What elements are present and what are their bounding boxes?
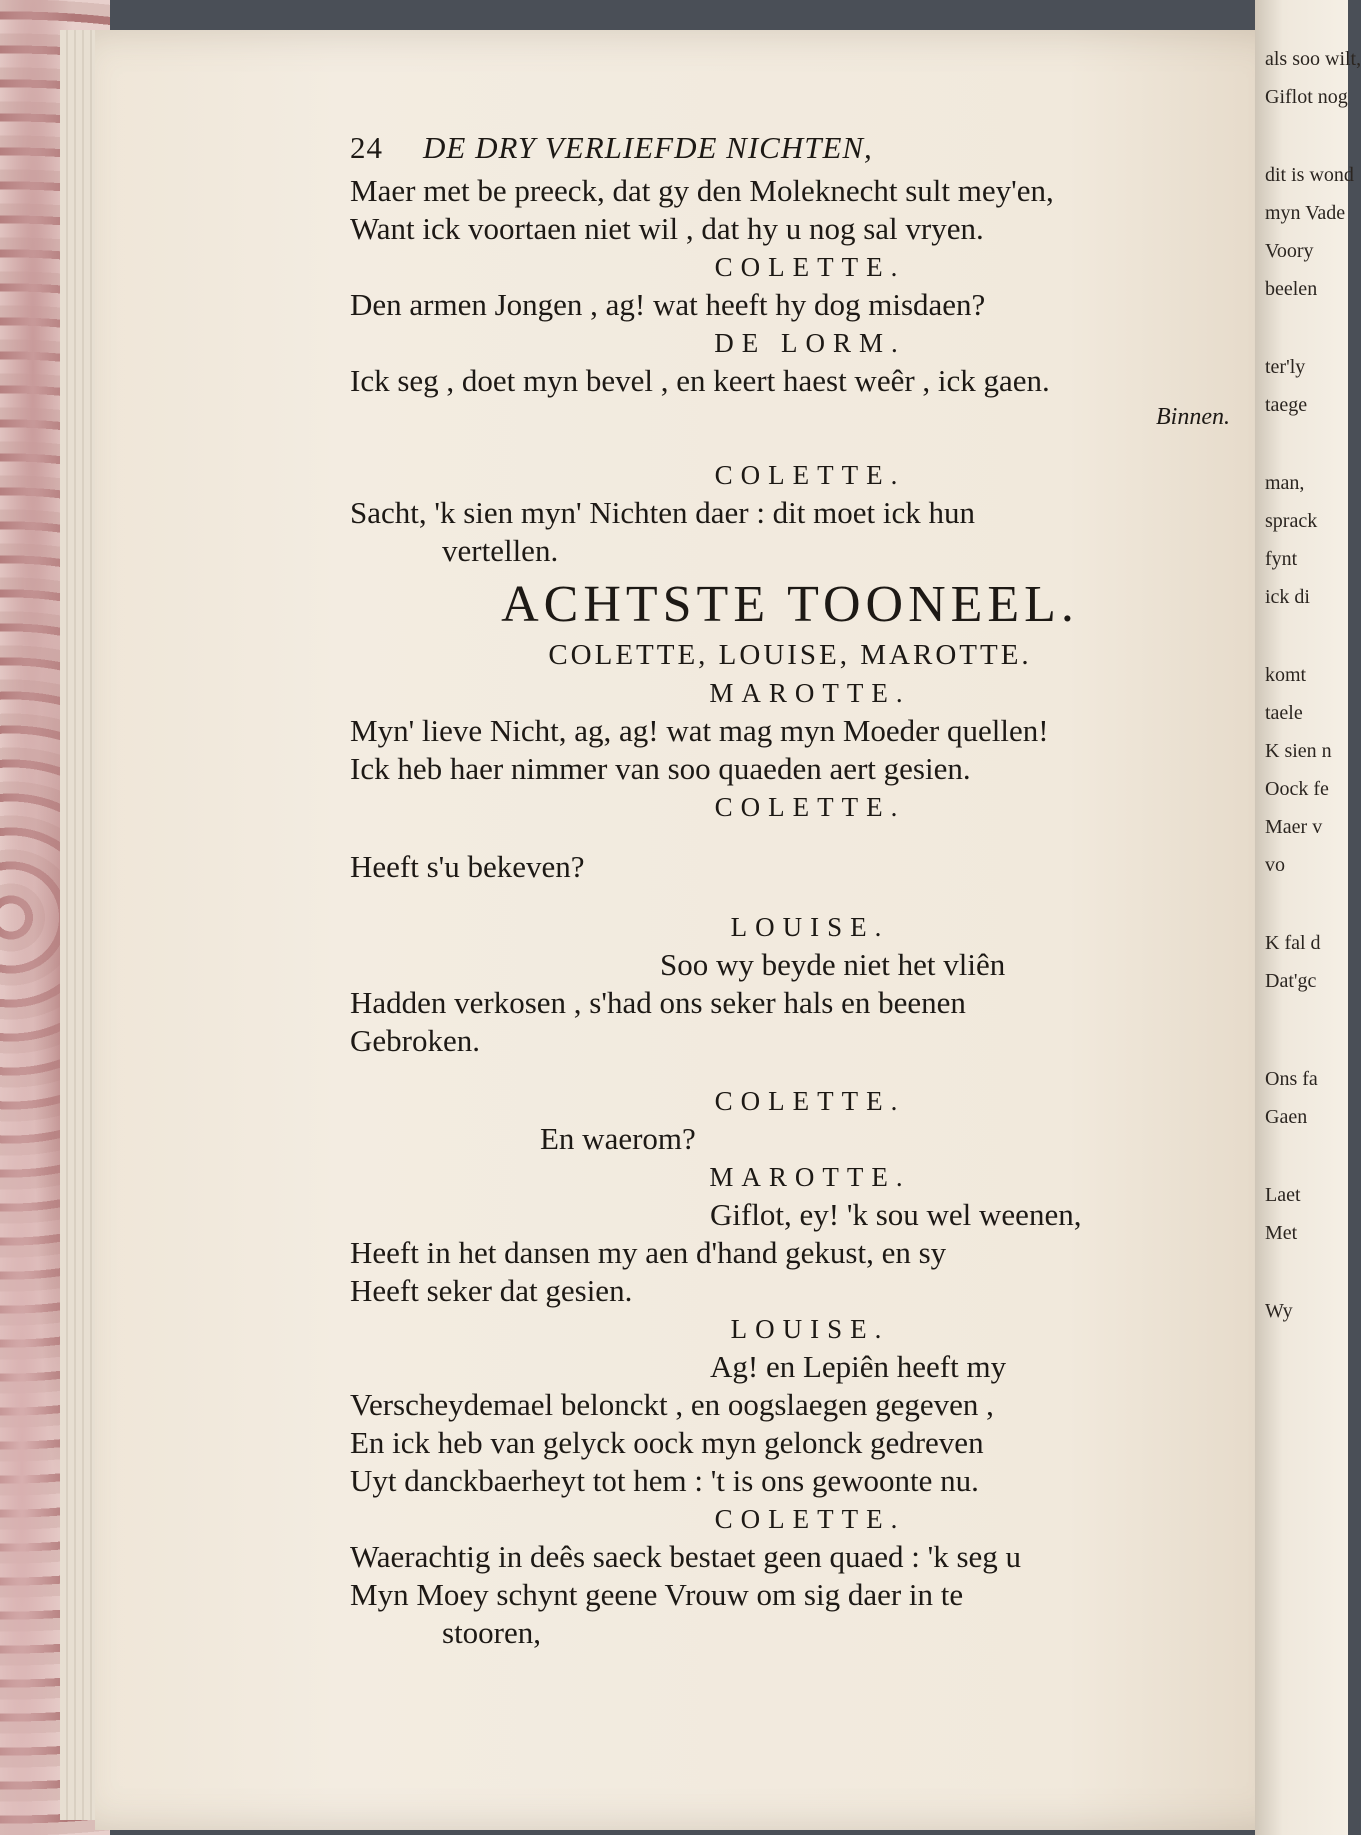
facing-line: Oock fe — [1265, 778, 1329, 800]
facing-line: Maer v — [1265, 816, 1323, 838]
speaker-name: DE LORM. — [714, 328, 906, 358]
facing-line: man, — [1265, 472, 1305, 494]
verse-line: Ag! en Lepiên heeft my — [710, 1349, 1007, 1384]
speaker-name: LOUISE. — [730, 1314, 890, 1344]
speaker-name: COLETTE. — [714, 792, 906, 822]
verse-line: vertellen. — [442, 533, 559, 568]
verse-line: Soo wy beyde niet het vliên — [660, 947, 1006, 982]
page-number: 24 — [350, 130, 383, 165]
facing-line: Gaen — [1265, 1106, 1308, 1128]
page-text — [350, 130, 1230, 1652]
verse-line: Uyt danckbaerheyt tot hem : 't is ons gewoonte nu. — [350, 1463, 979, 1498]
speaker-name: COLETTE. — [714, 460, 906, 490]
running-title: DE DRY VERLIEFDE NICHTEN, — [423, 130, 873, 165]
verse-line: Giflot, ey! 'k sou wel weenen, — [710, 1197, 1082, 1232]
facing-line: myn Vade — [1265, 202, 1346, 224]
verse-line: stooren, — [442, 1615, 542, 1650]
verse-line: En waerom? — [540, 1121, 696, 1156]
facing-line: Wy — [1265, 1300, 1293, 1322]
verse-line: Heeft in het dansen my aen d'hand gekust, en sy — [350, 1235, 947, 1270]
speaker-name: COLETTE. — [714, 1504, 906, 1534]
facing-line: als soo wilt, — [1265, 48, 1361, 70]
verse-line: En ick heb van gelyck oock myn gelonck gedreven — [350, 1425, 984, 1460]
verse-line: Myn Moey schynt geene Vrouw om sig daer in te — [350, 1577, 964, 1612]
verse-line: Verscheydemael belonckt , en oogslaegen gegeven , — [350, 1387, 994, 1422]
verse-line: Ick seg , doet myn bevel , en keert haest weêr , ick gaen. — [350, 363, 1050, 398]
scene-title: ACHTSTE TOONEEL. — [501, 576, 1079, 633]
facing-line: vo — [1265, 854, 1285, 876]
facing-line: Dat'gc — [1265, 970, 1317, 992]
speaker-name: MAROTTE. — [709, 678, 911, 708]
facing-line: Ons fa — [1265, 1068, 1318, 1090]
verse-line: Waerachtig in deês saeck bestaet geen quaed : 'k seg u — [350, 1539, 1022, 1574]
speaker-name: MAROTTE. — [709, 1162, 911, 1192]
facing-page-text — [1265, 40, 1361, 1800]
verse-line: Hadden verkosen , s'had ons seker hals en beenen — [350, 985, 966, 1020]
facing-line: beelen — [1265, 278, 1318, 300]
verse-line: Heeft seker dat gesien. — [350, 1273, 633, 1308]
verse-line: Heeft s'u bekeven? — [350, 849, 585, 884]
facing-line: Met — [1265, 1222, 1298, 1244]
facing-line: ick di — [1265, 586, 1310, 608]
facing-line: fynt — [1265, 548, 1298, 570]
facing-line: Giflot nog — [1265, 86, 1348, 108]
verse-line: Sacht, 'k sien myn' Nichten daer : dit moet ick hun — [350, 495, 976, 530]
facing-line: ter'ly — [1265, 356, 1306, 378]
verse-line: Den armen Jongen , ag! wat heeft hy dog misdaen? — [350, 287, 986, 322]
verse-line: Ick heb haer nimmer van soo quaeden aert gesien. — [350, 751, 971, 786]
facing-line: K fal d — [1265, 932, 1321, 954]
cast-list: COLETTE, LOUISE, MAROTTE. — [548, 639, 1032, 671]
facing-line: Voory — [1265, 240, 1314, 262]
facing-line: taele — [1265, 702, 1303, 724]
verse-line: Want ick voortaen niet wil , dat hy u nog sal vryen. — [350, 211, 984, 246]
verse-line: Maer met be preeck, dat gy den Moleknecht sult mey'en, — [350, 173, 1054, 208]
verse-line: Gebroken. — [350, 1023, 480, 1058]
speaker-name: COLETTE. — [714, 252, 906, 282]
facing-line: Laet — [1265, 1184, 1301, 1206]
facing-line: komt — [1265, 664, 1307, 686]
facing-line: K sien n — [1265, 740, 1332, 762]
verse-line: Myn' lieve Nicht, ag, ag! wat mag myn Moeder quellen! — [350, 713, 1049, 748]
speaker-name: COLETTE. — [714, 1086, 906, 1116]
speaker-name: LOUISE. — [730, 912, 890, 942]
stage-direction: Binnen. — [1156, 404, 1230, 430]
running-header — [350, 130, 1230, 172]
facing-line: dit is wond — [1265, 164, 1354, 186]
facing-line: sprack — [1265, 510, 1318, 532]
facing-line: taege — [1265, 394, 1308, 416]
